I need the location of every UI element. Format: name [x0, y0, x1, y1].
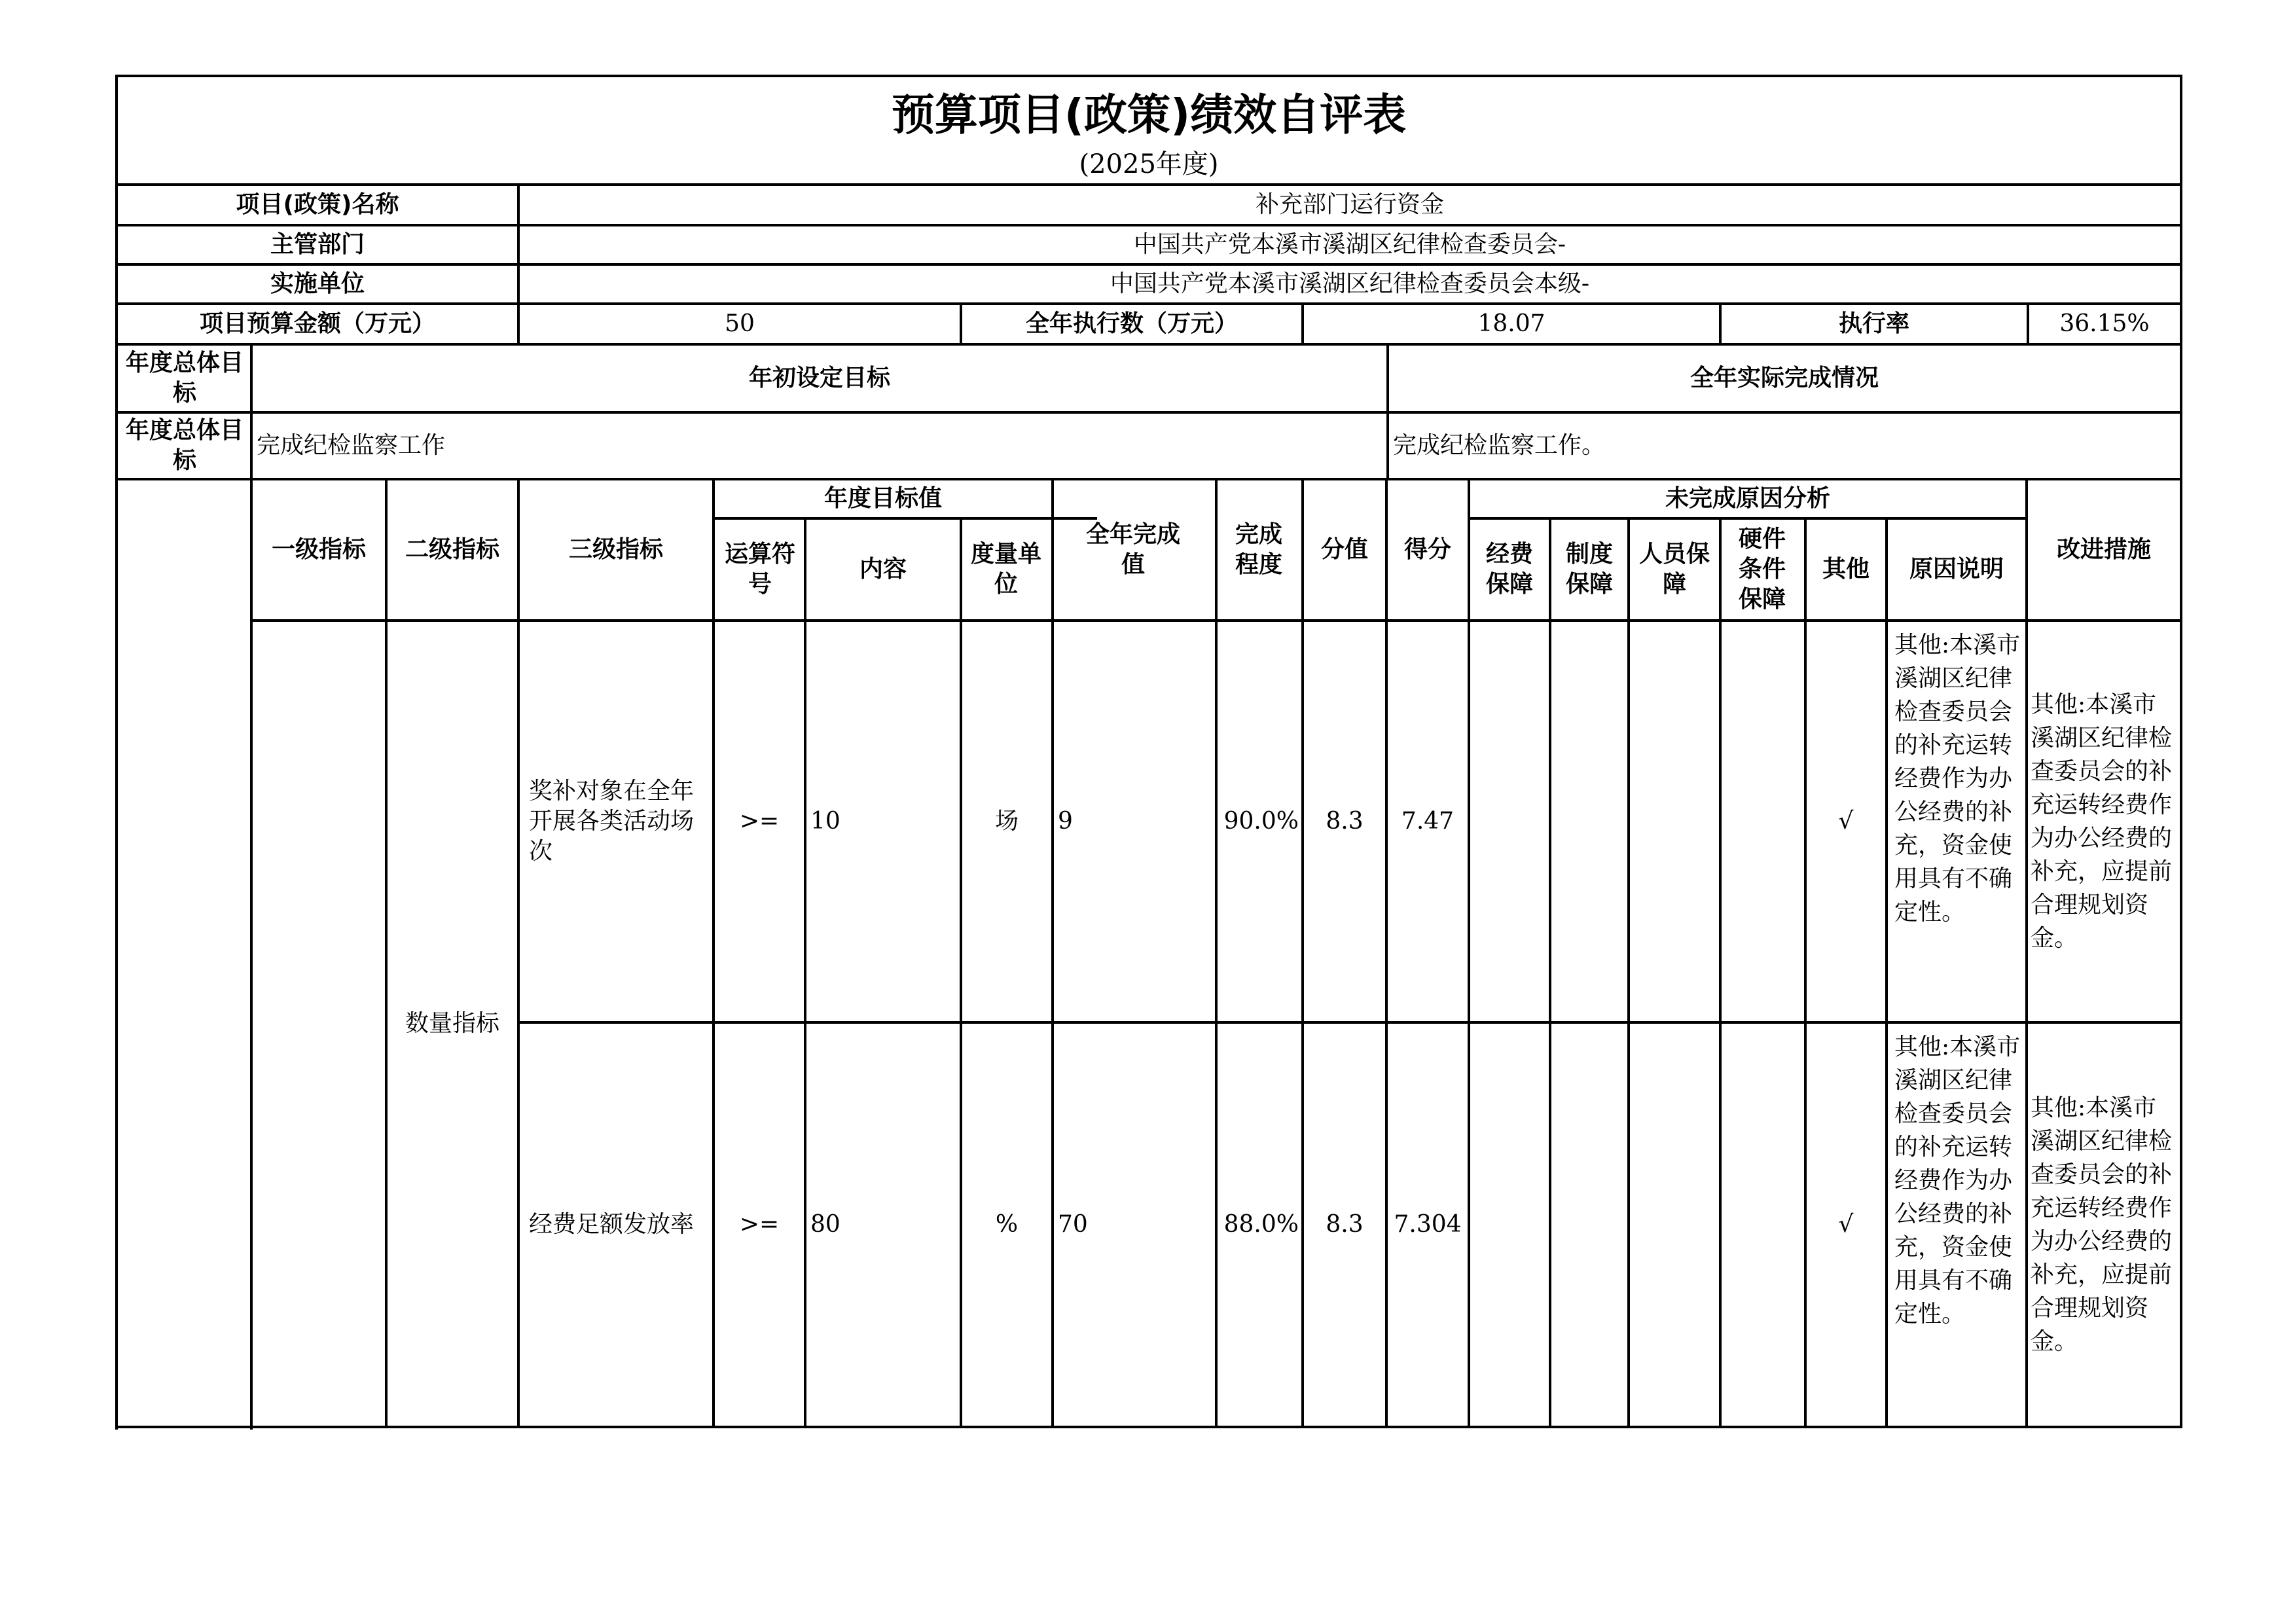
score-value: 7.47 [1401, 807, 1455, 835]
indicator-name: 奖补对象在全年开展各类活动场次 [529, 777, 695, 865]
points-header: 分值 [1320, 535, 1368, 563]
reason-description-text: 其他:本溪市溪湖区纪律检查委员会的补充运转经费作为办公经费的补充，资金使用具有不确定性。 [1894, 632, 2021, 926]
reason-description-text: 其他:本溪市溪湖区纪律检查委员会的补充运转经费作为办公经费的补充，资金使用具有不确定性。 [1894, 1034, 2021, 1327]
score-value: 7.304 [1394, 1210, 1462, 1238]
annual-goal-label: 年度总体目标 [125, 416, 244, 474]
project-name-value: 补充部门运行资金 [1255, 190, 1444, 218]
actual-value: 9 [1058, 807, 1073, 835]
execution-rate-label: 执行率 [1838, 310, 1909, 337]
other-reason-check: √ [1838, 1210, 1854, 1238]
operator-header: 运算符号 [724, 540, 795, 598]
grid-line [385, 1426, 2182, 1428]
grid-line [2180, 75, 2182, 1428]
indicator-name: 经费足额发放率 [529, 1210, 695, 1238]
initial-goal-text: 完成纪检监察工作 [257, 431, 446, 459]
staff-guarantee-header: 人员保障 [1638, 540, 1710, 598]
level3-indicator-header: 三级指标 [568, 535, 663, 563]
unit-header: 度量单位 [970, 540, 1041, 598]
unit-value: % [995, 1210, 1019, 1238]
level2-indicator-header: 二级指标 [405, 535, 499, 563]
target-content-value: 10 [810, 807, 840, 835]
points-value: 8.3 [1326, 1210, 1364, 1238]
annual-target-header: 年度目标值 [823, 484, 942, 512]
sheet-year: (2025年度) [1079, 149, 1219, 180]
quantity-indicator-label: 数量指标 [405, 1009, 499, 1037]
system-guarantee-header: 制度保障 [1565, 540, 1613, 598]
department-value: 中国共产党本溪市溪湖区纪律检查委员会- [1133, 230, 1566, 258]
other-header: 其他 [1822, 555, 1870, 583]
grid-line [1719, 517, 1722, 1428]
completion-degree-header: 完成程度 [1235, 520, 1282, 578]
performance-evaluation-sheet [115, 75, 2182, 1432]
actual-completion-text: 完成纪检监察工作。 [1393, 431, 1606, 459]
sheet-title: 预算项目(政策)绩效自评表 [891, 89, 1407, 140]
improvement-measures-header: 改进措施 [2056, 535, 2151, 563]
annual-execution-value: 18.07 [1477, 310, 1545, 337]
improvement-measures-text: 其他:本溪市溪湖区纪律检查委员会的补充运转经费作为办公经费的补充，应提前合理规划资金。 [2031, 691, 2173, 952]
reason-description-header: 原因说明 [1909, 555, 2004, 583]
annual-goal-label: 年度总体目标 [125, 349, 244, 406]
target-content-value: 80 [810, 1210, 840, 1238]
improvement-measures-text: 其他:本溪市溪湖区纪律检查委员会的补充运转经费作为办公经费的补充，应提前合理规划资金。 [2031, 1094, 2173, 1355]
operator-value: >= [739, 807, 780, 835]
operator-value: >= [739, 1210, 780, 1238]
grid-line [1627, 517, 1630, 1428]
hardware-guarantee-header: 硬件条件保障 [1738, 525, 1786, 613]
budget-amount-value: 50 [725, 310, 755, 337]
other-reason-check: √ [1838, 807, 1854, 835]
actual-completion-header: 全年实际完成情况 [1690, 364, 1879, 391]
actual-value-header: 全年完成值 [1085, 520, 1180, 578]
budget-amount-label: 项目预算金额（万元） [199, 310, 435, 337]
initial-goal-header: 年初设定目标 [748, 364, 890, 391]
completion-degree-value: 90.0% [1223, 807, 1299, 835]
project-name-label: 项目(政策)名称 [236, 190, 399, 218]
unfinished-reason-header: 未完成原因分析 [1665, 484, 1830, 512]
implementing-unit-label: 实施单位 [270, 270, 365, 297]
fund-guarantee-header: 经费保障 [1485, 540, 1533, 598]
annual-execution-label: 全年执行数（万元） [1025, 310, 1238, 337]
completion-degree-value: 88.0% [1223, 1210, 1299, 1238]
actual-value: 70 [1058, 1210, 1088, 1238]
execution-rate-value: 36.15% [2059, 310, 2150, 337]
department-label: 主管部门 [270, 230, 365, 258]
score-header: 得分 [1403, 535, 1451, 563]
grid-line [1549, 517, 1551, 1428]
content-header: 内容 [859, 555, 907, 583]
implementing-unit-value: 中国共产党本溪市溪湖区纪律检查委员会本级- [1110, 270, 1590, 297]
grid-line [1468, 478, 1470, 1428]
unit-value: 场 [994, 807, 1019, 835]
level1-indicator-header: 一级指标 [271, 535, 366, 563]
grid-line [115, 75, 2182, 77]
points-value: 8.3 [1326, 807, 1364, 835]
